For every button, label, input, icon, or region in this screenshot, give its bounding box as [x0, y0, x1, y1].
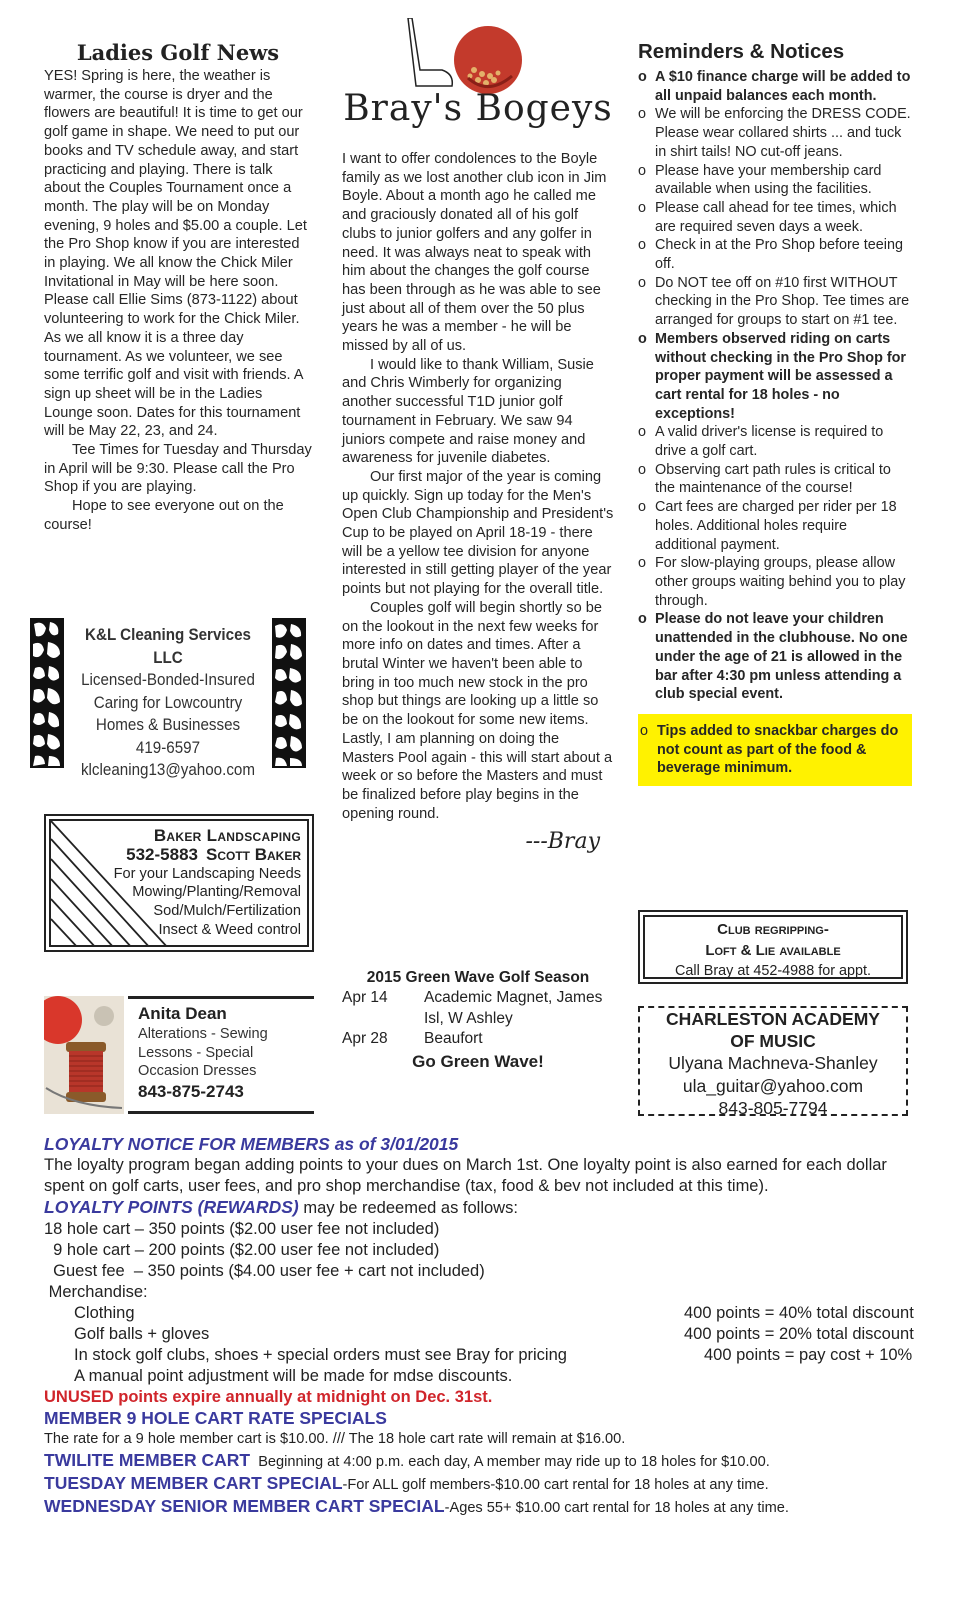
reminders-notices	[638, 40, 912, 786]
brays-bogeys-logo	[342, 18, 614, 150]
loyalty-reward: Guest fee – 350 points ($4.00 user fee + cart not included)	[44, 1262, 485, 1280]
academy-ad-phone: 843-805-7794	[718, 1098, 828, 1118]
kl-ad-text	[78, 624, 258, 782]
ladies-paragraph: YES! Spring is here, the weather is warmer, the course is dryer and the flowers are beautiful! It is time to get our golf game in shape. We need to put our books and TV schedule away, and start practicing and playing. There is talk about the Couples Tournament once a month. The play will be on Monday evening, 9 holes and $5.00 a couple. Let the Pro Shop know if you are interested in playing. We all know the Chick Miler Invitational in May will be here soon. Please call Ellie Sims (873-1122) about volunteering to work for the Chick Miler. As we all know it is a three day tournament. As we volunteer, we see some terrific golf and visit with friends. A sign up sheet will be in the Ladies Lounge soon. Dates for this tournament will be May 22, 23, and 24.	[44, 68, 307, 440]
merch-value: 400 points = 40% total discount	[684, 1304, 914, 1322]
regripping-ad-line: Club regripping-	[717, 921, 829, 938]
giraffe-pattern-icon	[30, 618, 64, 768]
regripping-ad-inner	[643, 915, 903, 979]
loyalty-heading: LOYALTY NOTICE FOR MEMBERS as of 3/01/2015	[44, 1134, 459, 1154]
twilite-heading: TWILITE MEMBER CART	[44, 1450, 251, 1470]
reminder-item: o Observing cart path rules is critical to the maintenance of the course!	[638, 461, 912, 498]
loyalty-merch-row	[44, 1345, 924, 1366]
kl-ad-line: Homes & Businesses	[95, 716, 241, 734]
reminder-item: o For slow-playing groups, please allow other groups waiting behind you to play through.	[638, 554, 912, 610]
anita-ad-phone: 843-875-2743	[138, 1081, 244, 1101]
kl-ad-phone: 419-6597	[135, 738, 201, 757]
merch-item: Golf balls + gloves	[74, 1325, 210, 1343]
cart9-text: The rate for a 9 hole member cart is $10.00. /// The 18 hole cart rate will remain at $16.00.	[44, 1431, 626, 1447]
tuesday-line	[44, 1473, 924, 1496]
twilite-line	[44, 1450, 924, 1473]
brays-paragraph: Our first major of the year is coming up quickly. Sign up today for the Men's Open Club Championship and President's Cup to be played on April 18-19 - there will be a yellow tee division for anyone interested in still getting player of the year points but not playing for the overall title.	[342, 468, 614, 598]
tuesday-heading: TUESDAY MEMBER CART SPECIAL	[44, 1473, 343, 1493]
anita-ad-line: Alterations - Sewing	[138, 1026, 268, 1042]
kl-ad-title: K&L Cleaning Services LLC	[85, 626, 251, 667]
brays-body	[342, 150, 614, 823]
loyalty-merch-label: Merchandise:	[44, 1283, 148, 1301]
reminders-list	[638, 68, 912, 704]
reminder-item: o Do NOT tee off on #10 first WITHOUT checking in the Pro Shop. Tee times are arranged for groups to start on #1 tee.	[638, 274, 912, 330]
regripping-ad-contact: Call Bray at 452-4988 for appt.	[675, 963, 871, 979]
reminder-item: o Please call ahead for tee times, which are required seven days a week.	[638, 199, 912, 236]
baker-ad-line: Mowing/Planting/Removal	[132, 884, 301, 901]
wednesday-text: -Ages 55+ $10.00 cart rental for 18 holes at any time.	[444, 1500, 789, 1516]
music-academy-ad	[638, 1006, 908, 1116]
merch-item: In stock golf clubs, shoes + special orders must see Bray for pricing	[74, 1346, 567, 1364]
baker-ad-line: Insect & Weed control	[158, 921, 301, 938]
baker-ad-line: Sod/Mulch/Fertilization	[153, 903, 301, 920]
anita-ad-text	[128, 996, 314, 1114]
baker-ad-text	[114, 827, 301, 940]
loyalty-intro: The loyalty program began adding points to your dues on March 1st. One loyalty point is also earned for each dollar spent on golf carts, user fees, and pro shop merchandise (tax, food & bev not included at this time).	[44, 1156, 887, 1195]
baker-ad-line: For your Landscaping Needs	[113, 865, 301, 882]
brays-paragraph: I would like to thank William, Susie and Chris Wimberly for organizing another successful T1D junior golf tournament in February. We saw 94 juniors compete and raise money and awareness for juvenile diabetes.	[342, 356, 594, 467]
green-wave-event: Academic Magnet, James Isl, W Ashley	[424, 989, 603, 1027]
anita-ad-name: Anita Dean	[138, 1004, 227, 1023]
baker-ad-owner: Scott Baker	[205, 844, 301, 864]
green-wave-date: Apr 14	[342, 989, 388, 1007]
reminder-item: o A $10 finance charge will be added to all unpaid balances each month.	[638, 68, 912, 105]
brays-paragraph: Couples golf will begin shortly so be on the lookout in the next few weeks for more info on dates and times. After a brutal Winter we haven't been able to bring in too much new stock in the pro shop but things are looking up a little so be on the lookout for some new items. Lastly, I am planning on doing the Masters Pool again - this will start about a week or so before the Masters and must be finalized before play begins in the opening round.	[342, 599, 613, 822]
reminder-item: o Check in at the Pro Shop before teeing off.	[638, 236, 912, 273]
tips-notice	[638, 714, 912, 786]
green-wave-row	[342, 1029, 614, 1049]
baker-ad-contact	[114, 846, 301, 865]
merch-item: Clothing	[74, 1304, 135, 1322]
kl-ad-line: Caring for Lowcountry	[93, 693, 243, 712]
twilite-text: Beginning at 4:00 p.m. each day, A member may ride up to 18 holes for $10.00.	[250, 1454, 770, 1470]
loyalty-merch-row	[44, 1303, 924, 1324]
brays-bogeys	[342, 18, 614, 854]
anita-dean-ad	[44, 996, 314, 1116]
brays-signature: ---Bray	[525, 829, 600, 855]
cart9-heading: MEMBER 9 HOLE CART RATE SPECIALS	[44, 1408, 387, 1428]
green-wave-row	[342, 988, 614, 1029]
reminder-item: o Please do not leave your children unattended in the clubhouse. No one under the age of 21 is allowed in the bar after 4:30 pm unless attending a club special event.	[638, 610, 912, 704]
ladies-body	[44, 67, 312, 535]
loyalty-section	[44, 1134, 924, 1519]
baker-landscaping-ad	[44, 814, 314, 952]
loyalty-reward: 18 hole cart – 350 points ($2.00 user fee not included)	[44, 1220, 440, 1238]
reminder-item: o Cart fees are charged per rider per 18 holes. Additional holes require additional payment.	[638, 498, 912, 554]
loyalty-expiry-notice: UNUSED points expire annually at midnight on Dec. 31st.	[44, 1388, 493, 1406]
academy-ad-title: CHARLESTON ACADEMY	[666, 1009, 880, 1029]
merch-value: 400 points = 20% total discount	[684, 1325, 914, 1343]
green-wave-date: Apr 28	[342, 1030, 388, 1048]
reminder-item: o Members observed riding on carts without checking in the Pro Shop for proper payment will be assessed a cart rental for 18 holes - no exceptions!	[638, 330, 912, 424]
reminder-item: o We will be enforcing the DRESS CODE. Please wear collared shirts ... and tuck in shirt tails! NO cut-off jeans.	[638, 105, 912, 161]
loyalty-points-heading: LOYALTY POINTS (REWARDS)	[44, 1197, 299, 1217]
kl-ad-email: klcleaning13@yahoo.com	[80, 761, 256, 779]
loyalty-merch-row	[44, 1324, 924, 1345]
wednesday-heading: WEDNESDAY SENIOR MEMBER CART SPECIAL	[44, 1496, 445, 1516]
baker-ad-inner	[49, 819, 309, 947]
golf-ball-club-icon	[402, 18, 552, 98]
brays-paragraph: I want to offer condolences to the Boyle family as we lost another club icon in Jim Boyle. About a month ago he called me and graciously donated all of his golf clubs to junior golfers and any golfer in need. It was always neat to speak with him about the changes the golf course has been through as he was able to see just about all of them over the 50 plus years he was a member - he will be missed by all of us.	[342, 151, 607, 355]
ladies-paragraph: Hope to see everyone out on the course!	[44, 498, 284, 533]
academy-ad-email: ula_guitar@yahoo.com	[682, 1075, 864, 1096]
tips-item: o Tips added to snackbar charges do not count as part of the food & beverage minimum.	[640, 722, 906, 778]
regripping-ad	[638, 910, 908, 984]
brays-bogeys-title: Bray's Bogeys	[343, 88, 613, 129]
academy-ad-name: Ulyana Machneva-Shanley	[668, 1053, 878, 1073]
green-wave-schedule	[342, 968, 614, 1072]
loyalty-reward: 9 hole cart – 200 points ($2.00 user fee not included)	[44, 1241, 440, 1259]
loyalty-points-line	[44, 1197, 924, 1219]
reminder-item: o A valid driver's license is required to drive a golf cart.	[638, 423, 912, 460]
academy-ad-title: OF MUSIC	[730, 1031, 816, 1051]
loyalty-manual-note: A manual point adjustment will be made for mdse discounts.	[74, 1367, 513, 1385]
thread-spool-icon	[44, 996, 124, 1114]
ladies-title: Ladies Golf News	[76, 40, 280, 65]
baker-ad-phone: 532-5883	[126, 844, 198, 864]
kl-ad-line: Licensed-Bonded-Insured	[81, 671, 255, 689]
ladies-golf-news	[44, 40, 312, 535]
reminder-item: o Please have your membership card available when using the facilities.	[638, 162, 912, 199]
ladies-paragraph: Tee Times for Tuesday and Thursday in April will be 9:30. Please call the Pro Shop if you are playing.	[44, 442, 312, 496]
merch-value: 400 points = pay cost + 10%	[704, 1346, 913, 1364]
loyalty-points-tail: may be redeemed as follows:	[298, 1199, 518, 1217]
green-wave-title: 2015 Green Wave Golf Season	[366, 969, 590, 986]
wednesday-line	[44, 1496, 924, 1519]
giraffe-pattern-icon	[272, 618, 306, 768]
anita-ad-line: Occasion Dresses	[138, 1063, 257, 1080]
regripping-ad-line: Loft & Lie available	[705, 942, 841, 959]
baker-ad-title: Baker Landscaping	[153, 826, 301, 845]
kl-cleaning-ad	[30, 618, 306, 779]
anita-ad-line: Lessons - Special	[138, 1044, 254, 1061]
green-wave-event: Beaufort	[424, 1030, 483, 1048]
tuesday-text: -For ALL golf members-$10.00 cart rental for 18 holes at any time.	[342, 1477, 769, 1493]
reminders-title: Reminders & Notices	[638, 40, 845, 63]
green-wave-cheer: Go Green Wave!	[412, 1051, 544, 1071]
